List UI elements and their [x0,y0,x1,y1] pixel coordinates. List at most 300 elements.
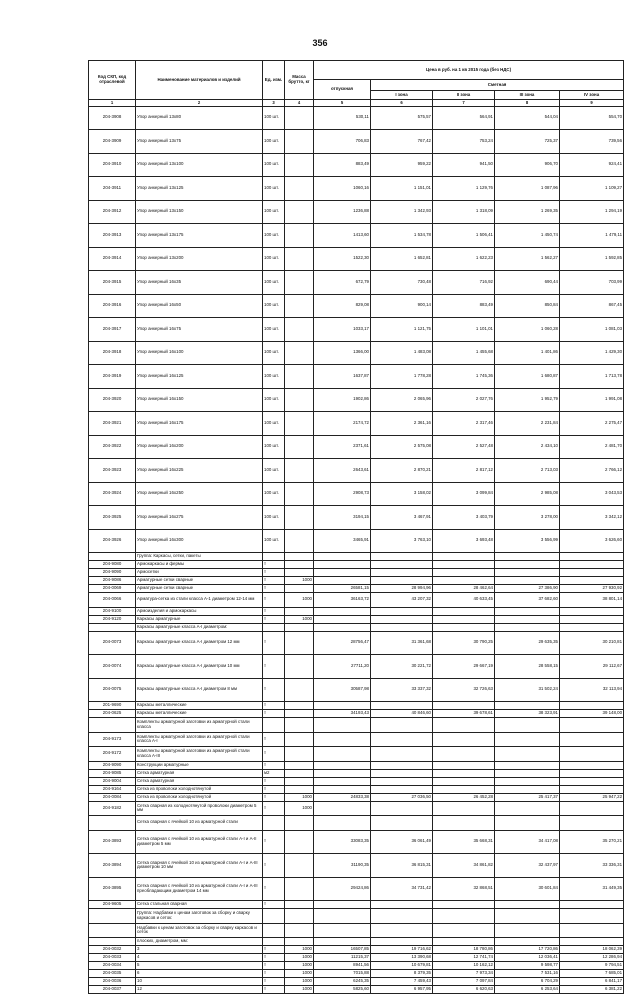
cell-name: Каркасы металлические [136,702,263,710]
cell-name: Сетка стальная сварная [136,901,263,909]
cell-zone2-price [433,553,495,561]
header-code: Код СКП, код отраслевой [89,61,136,100]
cell-zone1-price [371,923,433,938]
cell-code: 204-9090 [89,761,136,769]
cell-name: Армосетки [136,569,263,577]
table-row [89,529,624,553]
cell-name: Армоизделия и армокаркасы [136,607,263,615]
cell-name: Комплекты арматурной заготовки из арматурной стали класса А-III [136,747,263,762]
table-header [89,61,624,107]
cell-mass: 1000 [285,954,314,962]
cell-zone3-price: 28 558,15 [495,655,560,679]
cell-otpusk-price: 530,11 [314,106,371,130]
cell-name: 6 [136,970,263,978]
cell-zone2-price [433,607,495,615]
cell-code: 204-0036 [89,978,136,986]
header-unit: Ед. изм. [263,61,285,100]
cell-code: 204-3919 [89,365,136,389]
cell-zone3-price: 30 601,84 [495,877,560,901]
cell-otpusk-price: 1366,00 [314,341,371,365]
cell-zone4-price [560,718,624,733]
cell-zone4-price [560,623,624,631]
cell-unit: т [263,901,285,909]
cell-zone1-price: 43 207,32 [371,593,433,608]
cell-mass [285,769,314,777]
cell-code: 204-3922 [89,435,136,459]
cell-zone3-price [495,702,560,710]
cell-code: 204-3923 [89,459,136,483]
cell-zone1-price [371,553,433,561]
cell-mass [285,435,314,459]
cell-zone4-price: 3 342,12 [560,506,624,530]
cell-zone1-price: 27 036,50 [371,793,433,801]
cell-otpusk-price [314,615,371,623]
cell-mass [285,224,314,248]
cell-zone3-price: 1 269,35 [495,200,560,224]
table-row [89,747,624,762]
cell-name: Упор анкерный 16х275 [136,506,263,530]
cell-zone2-price: 1 745,36 [433,365,495,389]
table-row [89,224,624,248]
cell-name: Упор анкерный 13х200 [136,247,263,271]
cell-mass [285,247,314,271]
cell-otpusk-price: 8941,56 [314,962,371,970]
cell-code: 204-0074 [89,655,136,679]
cell-name: Упор анкерный 16х35 [136,271,263,295]
cell-unit: т [263,954,285,962]
col-num: 6 [371,100,433,107]
cell-otpusk-price: 829,08 [314,294,371,318]
table-row [89,593,624,608]
cell-code: 204-9100 [89,607,136,615]
cell-zone3-price: 1 060,28 [495,318,560,342]
table-row [89,702,624,710]
cell-code: 204-0037 [89,986,136,994]
cell-zone3-price [495,785,560,793]
cell-unit: 100 шт. [263,200,285,224]
cell-zone1-price [371,569,433,577]
cell-unit: т [263,970,285,978]
cell-name: Упор анкерный 13х150 [136,200,263,224]
cell-name: плоских, диаметром, мм: [136,938,263,946]
cell-unit: 100 шт. [263,224,285,248]
cell-name: Упор анкерный 13х100 [136,153,263,177]
cell-zone2-price: 10 162,12 [433,962,495,970]
cell-zone2-price: 39 678,61 [433,710,495,718]
cell-name: Упор анкерный 16х225 [136,459,263,483]
cell-zone4-price [560,761,624,769]
table-row [89,785,624,793]
table-row [89,615,624,623]
cell-zone2-price: 35 668,31 [433,830,495,854]
cell-name: Группа: Каркасы, сетки, пакеты [136,553,263,561]
cell-mass [285,271,314,295]
cell-unit: т [263,710,285,718]
cell-unit: т [263,785,285,793]
cell-mass: 1000 [285,978,314,986]
cell-otpusk-price [314,816,371,831]
cell-name: Комплекты арматурной заготовки из арматурной стали класса [136,718,263,733]
cell-code: 204-0073 [89,631,136,655]
cell-mass [285,938,314,946]
cell-zone3-price: 9 598,77 [495,962,560,970]
cell-zone3-price: 38 323,91 [495,710,560,718]
cell-code: 204-9004 [89,777,136,785]
cell-name: Упор анкерный 13х80 [136,106,263,130]
table-row [89,877,624,901]
cell-unit [263,816,285,831]
cell-zone4-price [560,816,624,831]
cell-zone4-price [560,732,624,747]
cell-otpusk-price: 2643,61 [314,459,371,483]
cell-zone4-price: 867,45 [560,294,624,318]
cell-mass [285,710,314,718]
cell-name: Упор анкерный 16х300 [136,529,263,553]
cell-zone2-price [433,577,495,585]
cell-name: Сетка сварная с ячейкой 10 из арматурной стали А-I и А-II диаметром 5 мм [136,830,263,854]
cell-name: Комплекты арматурной заготовки из арматурной стали класса А-I [136,732,263,747]
cell-unit: т [263,777,285,785]
cell-zone2-price: 1 455,68 [433,341,495,365]
cell-zone4-price: 35 270,21 [560,830,624,854]
cell-unit: т [263,830,285,854]
cell-zone2-price: 3 099,84 [433,482,495,506]
cell-mass [285,623,314,631]
cell-zone1-price: 2 361,16 [371,412,433,436]
cell-zone2-price [433,923,495,938]
cell-zone1-price [371,938,433,946]
cell-name: Упор анкерный 13х75 [136,130,263,154]
cell-mass: 1000 [285,593,314,608]
cell-name: Сетка из проволоки холоднотянутой [136,793,263,801]
cell-zone3-price [495,816,560,831]
cell-name: Сетка из проволоки холоднотянутой [136,785,263,793]
cell-mass [285,561,314,569]
cell-zone1-price [371,561,433,569]
cell-code: 204-0035 [89,970,136,978]
cell-name: 3 [136,946,263,954]
cell-unit: т [263,577,285,585]
cell-zone4-price [560,801,624,816]
table-row [89,962,624,970]
cell-mass [285,365,314,389]
cell-zone3-price [495,801,560,816]
cell-zone4-price: 739,56 [560,130,624,154]
cell-otpusk-price [314,607,371,615]
table-row [89,435,624,459]
cell-unit: 100 шт. [263,412,285,436]
cell-name: Каркасы арматурные [136,615,263,623]
cell-code: 204-3924 [89,482,136,506]
cell-otpusk-price: 2908,73 [314,482,371,506]
col-num: 9 [560,100,624,107]
cell-zone1-price: 10 679,81 [371,962,433,970]
cell-name: Арматурные сетки сварные [136,577,263,585]
cell-otpusk-price: 883,49 [314,153,371,177]
cell-zone4-price: 2 275,47 [560,412,624,436]
cell-name: Каркасы арматурные класса А-I диаметром 10 мм [136,655,263,679]
cell-zone4-price: 3 626,60 [560,529,624,553]
cell-zone1-price: 40 846,60 [371,710,433,718]
cell-zone4-price: 1 592,85 [560,247,624,271]
cell-mass [285,877,314,901]
cell-otpusk-price [314,769,371,777]
cell-name: Сетка сварная из холоднотянутой проволоки диаметром 5 мм [136,801,263,816]
cell-zone1-price [371,577,433,585]
cell-unit: т [263,615,285,623]
col-num: 5 [314,100,371,107]
cell-zone3-price: 690,44 [495,271,560,295]
cell-zone1-price: 2 870,21 [371,459,433,483]
cell-mass [285,816,314,831]
cell-mass: 1000 [285,986,314,994]
cell-zone1-price: 959,22 [371,153,433,177]
cell-unit: т [263,793,285,801]
cell-zone2-price: 941,50 [433,153,495,177]
cell-otpusk-price: 36163,72 [314,593,371,608]
cell-otpusk-price [314,761,371,769]
cell-zone4-price [560,909,624,924]
cell-mass: 1000 [285,801,314,816]
cell-code: 204-3915 [89,271,136,295]
table-row [89,946,624,954]
cell-unit: 100 шт. [263,294,285,318]
cell-zone4-price: 30 210,81 [560,631,624,655]
cell-unit [263,553,285,561]
cell-zone4-price [560,785,624,793]
cell-zone4-price: 25 947,22 [560,793,624,801]
table-row [89,585,624,593]
cell-zone3-price [495,732,560,747]
cell-unit: 100 шт. [263,365,285,389]
cell-zone2-price: 1 101,01 [433,318,495,342]
cell-unit: 100 шт. [263,153,285,177]
cell-zone3-price: 17 720,86 [495,946,560,954]
cell-zone2-price: 753,24 [433,130,495,154]
cell-code: 204-3917 [89,318,136,342]
cell-zone3-price: 1 087,96 [495,177,560,201]
cell-zone1-price: 6 957,95 [371,986,433,994]
cell-unit: м2 [263,769,285,777]
cell-zone4-price: 2 481,70 [560,435,624,459]
cell-name: Упор анкерный 16х150 [136,388,263,412]
cell-otpusk-price: 26581,15 [314,585,371,593]
cell-code: 204-3914 [89,247,136,271]
table-row [89,607,624,615]
cell-zone3-price [495,718,560,733]
cell-zone3-price: 27 386,90 [495,585,560,593]
cell-code: 204-3911 [89,177,136,201]
cell-unit [263,623,285,631]
cell-name: Сетка сварная с ячейкой 10 из арматурной стали [136,816,263,831]
cell-zone2-price: 18 780,86 [433,946,495,954]
cell-code: 204-9090 [89,569,136,577]
cell-name: Упор анкерный 16х200 [136,435,263,459]
cell-zone4-price [560,923,624,938]
cell-mass [285,777,314,785]
cell-zone4-price: 27 930,92 [560,585,624,593]
cell-mass [285,761,314,769]
cell-zone4-price: 1 991,08 [560,388,624,412]
cell-zone4-price: 6 841,17 [560,978,624,986]
table-row [89,777,624,785]
cell-zone4-price: 924,41 [560,153,624,177]
cell-zone2-price: 1 506,41 [433,224,495,248]
cell-zone3-price: 1 562,27 [495,247,560,271]
cell-code: 204-9120 [89,615,136,623]
cell-zone4-price [560,777,624,785]
table-row [89,318,624,342]
cell-zone4-price [560,938,624,946]
cell-otpusk-price: 16507,85 [314,946,371,954]
cell-zone4-price [560,577,624,585]
cell-code: 204-0069 [89,585,136,593]
cell-unit: 100 шт. [263,130,285,154]
cell-unit: 100 шт. [263,177,285,201]
table-row [89,365,624,389]
cell-zone1-price [371,747,433,762]
cell-name: Надбавки к ценам заготовок за сборку и сварку каркасов и сеток [136,923,263,938]
cell-zone3-price: 544,04 [495,106,560,130]
cell-zone4-price [560,747,624,762]
cell-zone3-price [495,923,560,938]
cell-unit: т [263,561,285,569]
cell-zone2-price: 3 693,48 [433,529,495,553]
cell-zone3-price: 1 401,86 [495,341,560,365]
cell-name: Группа: Надбавки к ценам заготовок за сборку и сварку каркасов и сеток: [136,909,263,924]
table-row [89,655,624,679]
cell-zone3-price [495,761,560,769]
cell-zone3-price: 2 713,03 [495,459,560,483]
cell-code: 204-0033 [89,954,136,962]
cell-otpusk-price: 31190,35 [314,854,371,878]
table-row [89,978,624,986]
cell-mass [285,341,314,365]
cell-mass [285,482,314,506]
cell-zone1-price [371,816,433,831]
cell-mass [285,529,314,553]
cell-otpusk-price: 24833,38 [314,793,371,801]
cell-zone3-price: 6 253,64 [495,986,560,994]
cell-unit: т [263,946,285,954]
cell-zone2-price: 1 318,09 [433,200,495,224]
cell-zone3-price: 3 278,00 [495,506,560,530]
header-name: Наименование материалов и изделий [136,61,263,100]
table-row [89,569,624,577]
cell-zone1-price: 3 158,02 [371,482,433,506]
cell-otpusk-price [314,569,371,577]
cell-zone2-price: 3 403,79 [433,506,495,530]
cell-mass: 1000 [285,615,314,623]
cell-zone1-price: 36 815,31 [371,854,433,878]
cell-zone1-price: 1 652,81 [371,247,433,271]
cell-zone3-price [495,909,560,924]
cell-code: 204-9173 [89,732,136,747]
cell-zone1-price: 8 379,35 [371,970,433,978]
cell-zone2-price: 716,92 [433,271,495,295]
header-zone4: IV зона [560,91,624,100]
cell-zone1-price [371,769,433,777]
table-row [89,718,624,733]
cell-code [89,718,136,733]
cell-zone4-price [560,615,624,623]
cell-otpusk-price: 1413,60 [314,224,371,248]
cell-otpusk-price: 33083,35 [314,830,371,854]
cell-zone3-price: 34 417,08 [495,830,560,854]
cell-name: Каркасы арматурные класса А-I диаметром: [136,623,263,631]
cell-name: Упор анкерный 16х250 [136,482,263,506]
cell-unit: 100 шт. [263,482,285,506]
table-row [89,954,624,962]
cell-mass [285,412,314,436]
cell-unit: 100 шт. [263,341,285,365]
cell-unit: т [263,877,285,901]
cell-zone3-price: 850,84 [495,294,560,318]
cell-name: Упор анкерный 16х100 [136,341,263,365]
cell-mass [285,506,314,530]
cell-mass [285,732,314,747]
cell-unit: 100 шт. [263,459,285,483]
cell-unit: т [263,732,285,747]
cell-zone4-price: 1 479,11 [560,224,624,248]
cell-otpusk-price: 1902,86 [314,388,371,412]
cell-name: Сетка сварная с ячейкой 10 из арматурной стали А-I и А-III диаметром 10 мм [136,854,263,878]
cell-zone4-price: 6 381,22 [560,986,624,994]
cell-name: Конструкции арматурные [136,761,263,769]
cell-unit: 100 шт. [263,435,285,459]
cell-code: 204-9172 [89,747,136,762]
cell-zone2-price: 29 667,19 [433,655,495,679]
cell-mass [285,785,314,793]
cell-mass: 1000 [285,970,314,978]
cell-code [89,938,136,946]
cell-name: 5 [136,962,263,970]
cell-zone2-price [433,785,495,793]
cell-zone1-price [371,615,433,623]
cell-zone2-price: 1 622,23 [433,247,495,271]
cell-unit: т [263,854,285,878]
cell-otpusk-price [314,561,371,569]
cell-zone4-price: 9 794,51 [560,962,624,970]
cell-mass [285,106,314,130]
cell-zone2-price [433,615,495,623]
cell-zone1-price: 13 390,68 [371,954,433,962]
cell-zone2-price: 6 620,63 [433,986,495,994]
cell-zone4-price [560,569,624,577]
cell-zone2-price [433,561,495,569]
cell-zone2-price: 32 868,51 [433,877,495,901]
cell-mass [285,294,314,318]
cell-unit: 100 шт. [263,388,285,412]
cell-code [89,909,136,924]
cell-mass [285,702,314,710]
cell-zone2-price [433,909,495,924]
table-row [89,986,624,994]
table-row [89,247,624,271]
cell-otpusk-price: 28756,47 [314,631,371,655]
table-row [89,761,624,769]
cell-zone3-price [495,561,560,569]
cell-mass [285,923,314,938]
cell-zone2-price: 7 973,34 [433,970,495,978]
cell-mass [285,678,314,702]
cell-zone1-price: 2 065,96 [371,388,433,412]
cell-code: 204-3920 [89,388,136,412]
cell-zone2-price [433,732,495,747]
table-row [89,553,624,561]
cell-zone3-price [495,615,560,623]
cell-zone1-price: 36 061,49 [371,830,433,854]
